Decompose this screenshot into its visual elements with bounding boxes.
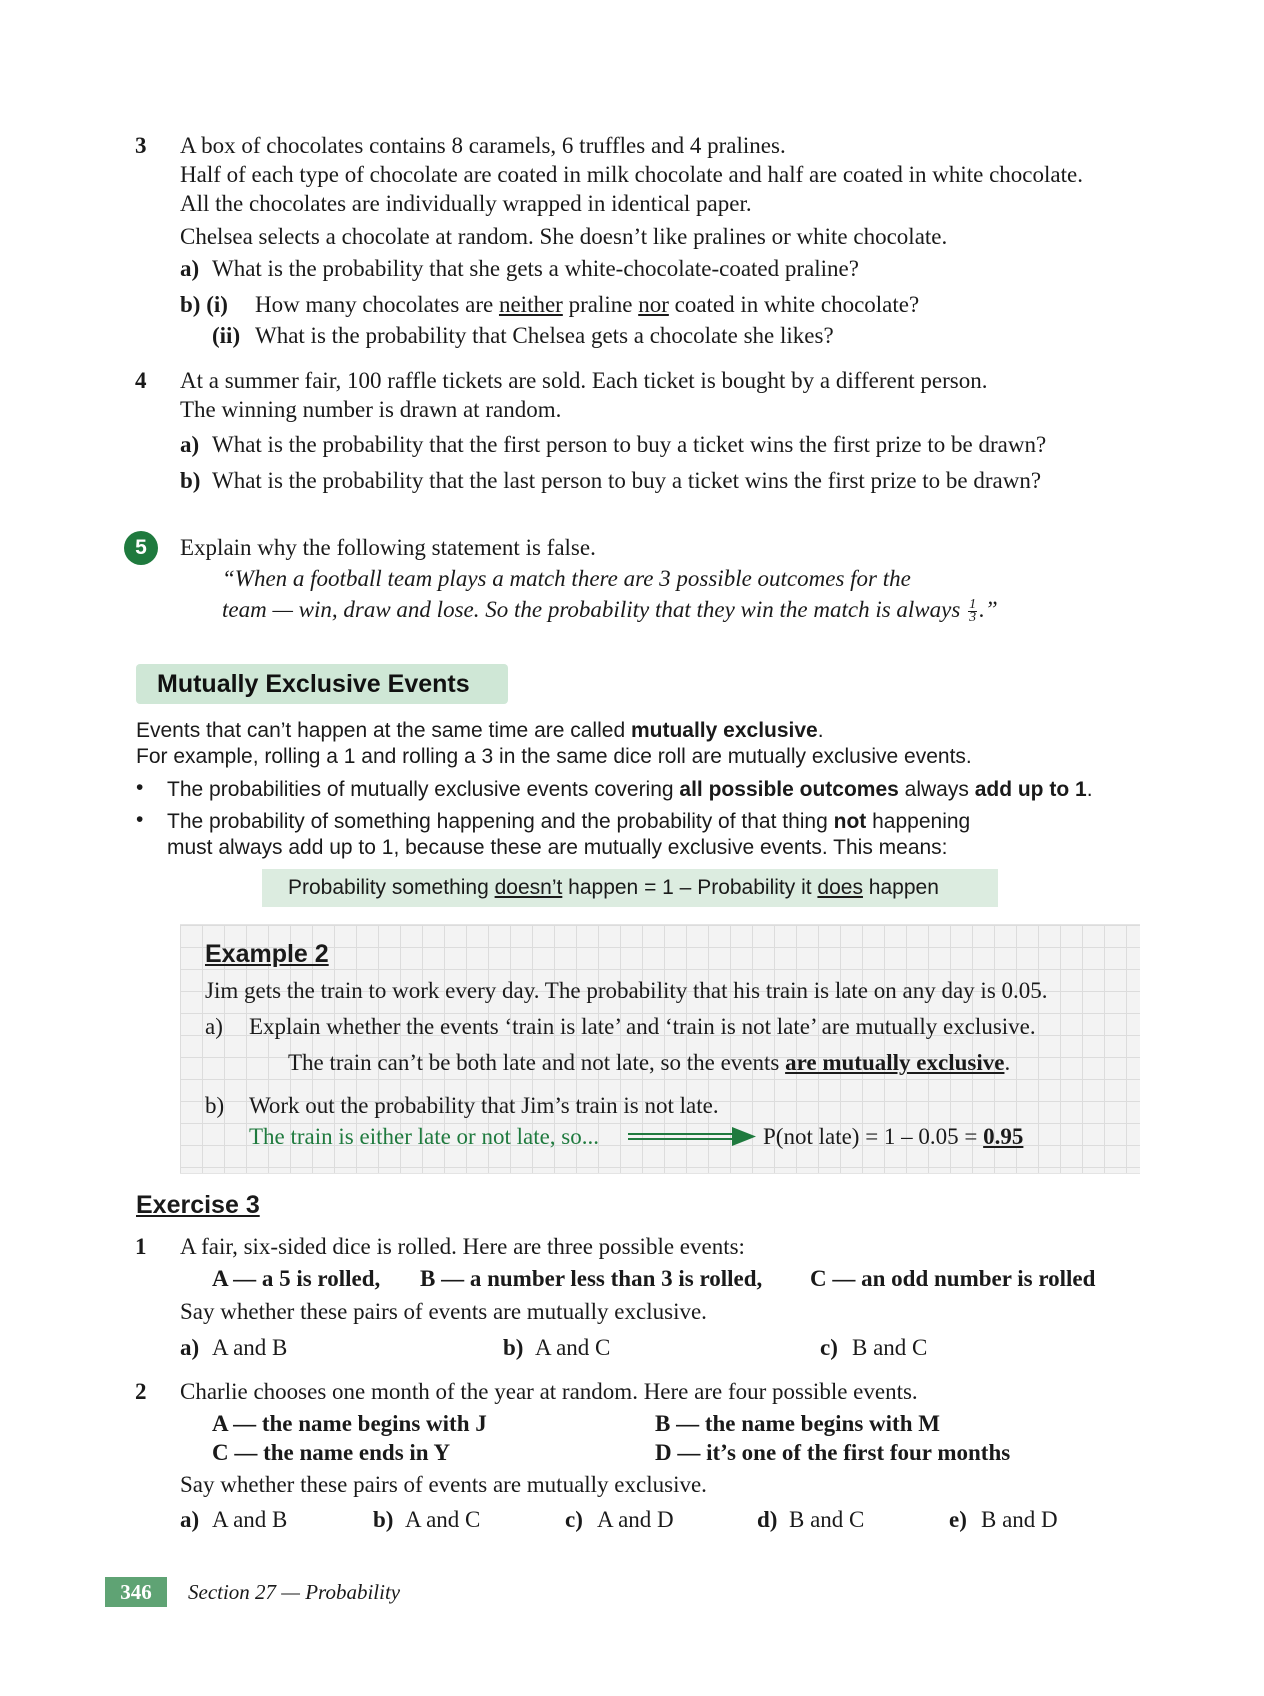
part-label: c) (565, 1507, 583, 1532)
quote-line: team — win, draw and lose. So the probability that they win the match is always $\frac{1}{3}$ .” (222, 597, 998, 626)
part-text: B and D (981, 1507, 1058, 1532)
question-line: A box of chocolates contains 8 caramels, 6 truffles and 4 pralines. (180, 133, 786, 158)
section-header: Mutually Exclusive Events (136, 664, 508, 704)
part-text: A and D (597, 1507, 674, 1532)
part-text: A and B (212, 1507, 288, 1532)
part-label: a) (180, 1335, 200, 1360)
bullet-text: The probability of something happening and the probability of that thing not happening (167, 810, 971, 833)
example-answer: P(not late) = 1 – 0.05 = 0.95 (763, 1124, 1024, 1149)
section-line: For example, rolling a 1 and rolling a 3 in the same dice roll are mutually exclusive events. (136, 745, 972, 768)
question-line: The winning number is drawn at random. (180, 397, 562, 422)
arrow-right-icon (626, 1124, 758, 1150)
example-answer: The train can’t be both late and not late, so the events are mutually exclusive. (288, 1050, 1011, 1075)
part-label: d) (757, 1507, 778, 1532)
question-line: Chelsea selects a chocolate at random. She doesn’t like pralines or white chocolate. (180, 224, 948, 249)
part-text: A and C (535, 1335, 611, 1360)
question-line: Half of each type of chocolate are coated in milk chocolate and half are coated in white chocolate. (180, 162, 1083, 187)
question-number: 2 (135, 1379, 147, 1404)
bullet-text: The probabilities of mutually exclusive events covering all possible outcomes always add up to 1. (167, 778, 1093, 801)
fraction: $\frac{1}{3}$ (969, 597, 977, 626)
question-number: 1 (135, 1234, 147, 1259)
part-text: What is the probability that she gets a white-chocolate-coated praline? (212, 256, 859, 281)
question-number: 4 (135, 368, 147, 393)
part-label: b) (i) (180, 292, 228, 317)
event: D — it’s one of the first four months (655, 1440, 1011, 1465)
part-label: b) (503, 1335, 524, 1360)
footer-section: Section 27 — Probability (188, 1580, 401, 1604)
question-line: A fair, six-sided dice is rolled. Here are three possible events: (180, 1234, 745, 1259)
question-line: Charlie chooses one month of the year at random. Here are four possible events. (180, 1379, 918, 1404)
part-text: B and C (852, 1335, 928, 1360)
question-line: At a summer fair, 100 raffle tickets are sold. Each ticket is bought by a different person. (180, 368, 988, 393)
bullet: • (136, 808, 144, 831)
quote-line: “When a football team plays a match there are 3 possible outcomes for the (222, 566, 911, 591)
part-text: What is the probability that the first person to buy a ticket wins the first prize to be drawn? (212, 432, 1047, 457)
part-text: What is the probability that Chelsea gets a chocolate she likes? (255, 323, 834, 348)
part-label: a) (180, 432, 200, 457)
question-number-badge: 5 (124, 531, 158, 565)
example-title: Example 2 (205, 940, 329, 968)
bullet-text: must always add up to 1, because these are mutually exclusive events. This means: (167, 836, 948, 859)
page-number: 346 (105, 1577, 167, 1607)
part-label: b) (205, 1093, 225, 1118)
event: A — a 5 is rolled, (212, 1266, 381, 1291)
part-label: a) (180, 1507, 200, 1532)
part-label: a) (180, 256, 200, 281)
event: C — an odd number is rolled (810, 1266, 1096, 1291)
part-label: c) (820, 1335, 838, 1360)
event: C — the name ends in Y (212, 1440, 451, 1465)
question-line: Say whether these pairs of events are mutually exclusive. (180, 1472, 707, 1497)
part-text: A and B (212, 1335, 288, 1360)
part-label: b) (180, 468, 201, 493)
part-text: What is the probability that the last person to buy a ticket wins the first prize to be drawn? (212, 468, 1042, 493)
example-hint: The train is either late or not late, so... (249, 1124, 599, 1149)
part-text: A and C (405, 1507, 481, 1532)
event: B — the name begins with M (655, 1411, 940, 1436)
bullet: • (136, 776, 144, 799)
part-text: Work out the probability that Jim’s train is not late. (249, 1093, 719, 1118)
question-line: Say whether these pairs of events are mutually exclusive. (180, 1299, 707, 1324)
part-label: e) (949, 1507, 967, 1532)
part-label: b) (373, 1507, 394, 1532)
event: B — a number less than 3 is rolled, (420, 1266, 763, 1291)
formula-box: Probability something doesn’t happen = 1 – Probability it does happen (262, 869, 998, 907)
part-label: (ii) (212, 323, 241, 348)
part-text: Explain whether the events ‘train is late’ and ‘train is not late’ are mutually exclusive. (249, 1014, 1036, 1039)
section-line: Events that can’t happen at the same time are called mutually exclusive. (136, 719, 824, 742)
example-intro: Jim gets the train to work every day. The probability that his train is late on any day is 0.05. (205, 978, 1048, 1003)
question-line: All the chocolates are individually wrapped in identical paper. (180, 191, 752, 216)
part-text: How many chocolates are neither praline nor coated in white chocolate? (255, 292, 920, 317)
question-number: 3 (135, 133, 147, 158)
part-label: a) (205, 1014, 223, 1039)
part-text: B and C (789, 1507, 865, 1532)
event: A — the name begins with J (212, 1411, 487, 1436)
question-line: Explain why the following statement is false. (180, 535, 596, 560)
exercise-title: Exercise 3 (136, 1191, 260, 1219)
